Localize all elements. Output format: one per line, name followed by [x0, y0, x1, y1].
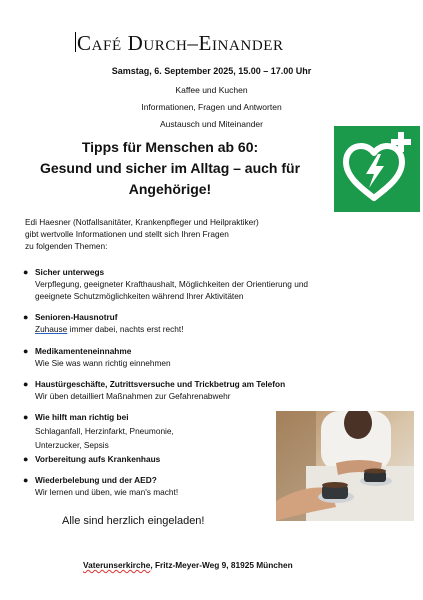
- aed-sign-icon: [334, 126, 420, 212]
- headline-line: Tipps für Menschen ab 60:: [81, 139, 259, 155]
- topic-title: Wiederbelebung und der AED?: [35, 475, 157, 485]
- bullet-icon: ●: [23, 412, 29, 422]
- headline-line: Angehörige!: [128, 181, 212, 197]
- bullet-icon: ●: [23, 312, 29, 322]
- church-name: Vaterunserkirche: [83, 560, 151, 570]
- bullet-icon: ●: [23, 379, 29, 389]
- topic-desc: Verpflegung, geeigneter Krafthaushalt, Möglichkeiten der Orientierung und: [35, 279, 309, 289]
- bullet-icon: ●: [23, 346, 29, 356]
- intro-text: [25, 216, 325, 252]
- link-word[interactable]: Zuhause: [35, 324, 68, 334]
- bullet-icon: ●: [23, 475, 29, 485]
- bullet-icon: ●: [23, 267, 29, 277]
- cafe-title: Café Durch–Einander: [77, 31, 284, 55]
- intro-line: zu folgenden Themen:: [25, 241, 108, 251]
- condition-line: Unterzucker, Sepsis: [35, 440, 109, 450]
- agenda-item: Informationen, Fragen und Antworten: [141, 102, 282, 112]
- coffee-photo: [276, 411, 414, 521]
- topic-title: Medikamenteneinnahme: [35, 346, 132, 356]
- intro-line: Edi Haesner (Notfallsanitäter, Krankenpfleger und Heilpraktiker): [25, 217, 259, 227]
- address-rest: , Fritz-Meyer-Weg 9, 81925 München: [150, 560, 293, 570]
- event-date-time: Samstag, 6. September 2025, 15.00 – 17.00 Uhr: [111, 66, 312, 76]
- invitation-text: Alle sind herzlich eingeladen!: [62, 515, 205, 527]
- headline: [10, 137, 330, 200]
- topic-title: Haustürgeschäfte, Zutrittsversuche und Trickbetrug am Telefon: [35, 379, 286, 389]
- topic-desc: geeignete Schutzmöglichkeiten während Ihrer Aktivitäten: [35, 291, 244, 301]
- bullet-icon: ●: [23, 454, 29, 464]
- topic-desc-rest: immer dabei, nachts erst recht!: [67, 324, 184, 334]
- topic-title: Vorbereitung aufs Krankenhaus: [35, 454, 161, 464]
- intro-line: gibt wertvolle Informationen und stellt sich Ihren Fragen: [25, 229, 229, 239]
- agenda-item: Austausch und Miteinander: [159, 119, 263, 129]
- topic-desc: [35, 323, 184, 335]
- topic-desc: Wie Sie was wann richtig einnehmen: [35, 358, 171, 368]
- topic-desc: Wir lernen und üben, wie man's macht!: [35, 487, 179, 497]
- text-cursor: [75, 32, 76, 52]
- venue-address: [83, 560, 293, 570]
- topic-title: Senioren-Hausnotruf: [35, 312, 118, 322]
- topic-title: Wie hilft man richtig bei: [35, 412, 129, 422]
- topic-desc: Wir üben detailliert Maßnahmen zur Gefahrenabwehr: [35, 391, 231, 401]
- headline-line: Gesund und sicher im Alltag – auch für: [39, 160, 301, 176]
- topic-title: Sicher unterwegs: [35, 267, 105, 277]
- condition-line: Schlaganfall, Herzinfarkt, Pneumonie,: [35, 426, 174, 436]
- agenda-item: Kaffee und Kuchen: [175, 85, 248, 95]
